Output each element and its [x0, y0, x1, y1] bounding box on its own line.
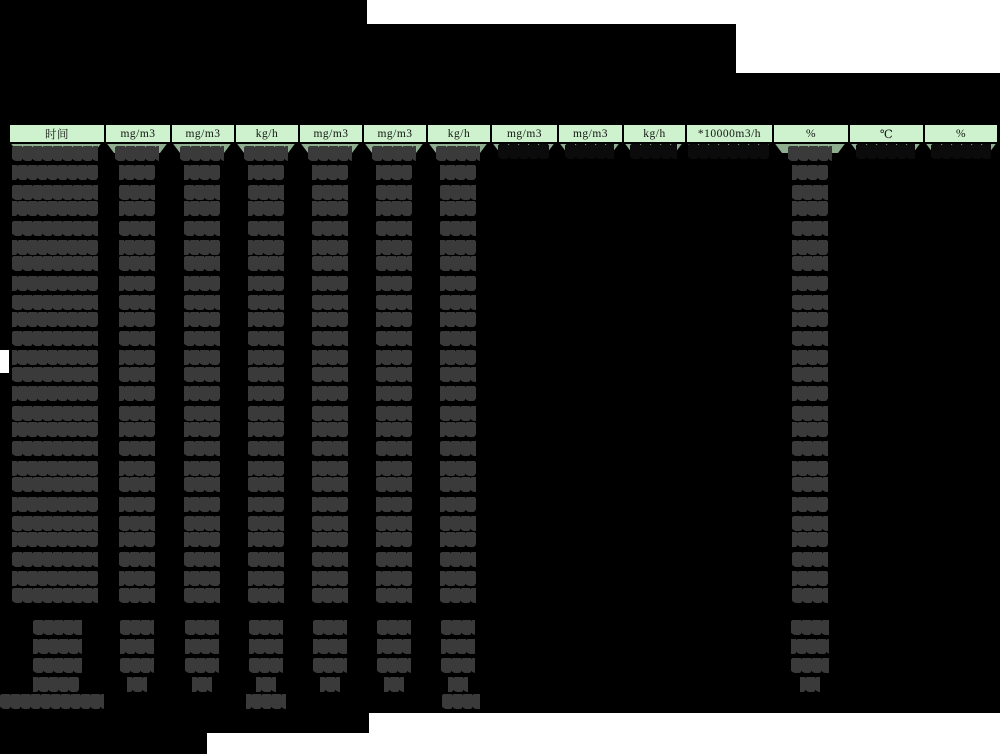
- redacted-value: [12, 350, 98, 365]
- redacted-value: [12, 516, 98, 531]
- redacted-value: [384, 677, 404, 692]
- redacted-value: [12, 441, 98, 456]
- redacted-value: [792, 497, 828, 512]
- redacted-value: [377, 620, 411, 635]
- redacted-value: [180, 146, 224, 161]
- redacted-value: [376, 532, 412, 547]
- redacted-value: [376, 422, 412, 437]
- redacted-value: [792, 165, 828, 180]
- redacted-value: [0, 694, 104, 709]
- redacted-value: [119, 240, 155, 255]
- redacted-value: [376, 367, 412, 382]
- redacted-value: [248, 221, 284, 236]
- redacted-value: [119, 461, 155, 476]
- redacted-value: [249, 658, 283, 673]
- header-cell-unit-6: kg/h: [426, 123, 492, 144]
- redacted-value: [377, 658, 411, 673]
- redacted-value: [498, 144, 549, 159]
- redacted-value: [12, 295, 98, 310]
- redacted-value: [12, 477, 98, 492]
- redacted-value: [791, 639, 829, 654]
- redacted-value: [12, 406, 98, 421]
- redacted-value: [800, 677, 820, 692]
- redacted-value: [791, 620, 829, 635]
- redacted-value: [440, 165, 476, 180]
- redacted-value: [441, 639, 475, 654]
- redacted-value: [184, 350, 220, 365]
- redacted-value: [312, 386, 348, 401]
- redacted-value: [376, 588, 412, 603]
- redacted-value: [248, 367, 284, 382]
- redacted-value: [440, 422, 476, 437]
- redacted-value: [248, 461, 284, 476]
- redacted-value: [792, 185, 828, 200]
- redacted-value: [440, 386, 476, 401]
- redacted-value: [376, 276, 412, 291]
- redacted-value: [248, 406, 284, 421]
- redacted-value: [312, 497, 348, 512]
- redacted-value: [376, 312, 412, 327]
- redacted-value: [312, 350, 348, 365]
- redacted-value: [565, 144, 614, 159]
- redacted-value: [184, 295, 220, 310]
- redacted-value: [440, 331, 476, 346]
- redacted-value: [184, 201, 220, 216]
- redacted-value: [12, 240, 98, 255]
- redacted-value: [184, 367, 220, 382]
- redacted-value: [248, 422, 284, 437]
- redacted-value: [120, 658, 154, 673]
- redacted-value: [184, 588, 220, 603]
- redacted-value: [788, 146, 832, 161]
- redacted-value: [630, 144, 677, 159]
- redacted-value: [119, 185, 155, 200]
- redacted-value: [792, 312, 828, 327]
- redacted-value: [248, 477, 284, 492]
- redacted-value: [184, 516, 220, 531]
- header-cell-time: 时间: [8, 123, 106, 144]
- redacted-value: [312, 240, 348, 255]
- redacted-value: [436, 146, 480, 161]
- redacted-value: [376, 201, 412, 216]
- redacted-value: [127, 677, 147, 692]
- header-cell-unit-9: kg/h: [622, 123, 687, 144]
- redacted-value: [119, 422, 155, 437]
- redacted-value: [376, 386, 412, 401]
- redacted-value: [119, 201, 155, 216]
- redacted-value: [248, 588, 284, 603]
- redacted-value: [440, 552, 476, 567]
- header-cell-unit-12: ℃: [848, 123, 925, 144]
- redacted-value: [312, 422, 348, 437]
- redacted-value: [119, 276, 155, 291]
- header-cell-unit-4: mg/m3: [298, 123, 364, 144]
- redacted-title-block: [0, 0, 367, 24]
- redacted-value: [256, 677, 276, 692]
- redacted-value: [792, 422, 828, 437]
- redacted-value: [248, 201, 284, 216]
- redacted-value: [119, 312, 155, 327]
- redacted-value: [12, 497, 98, 512]
- redacted-value: [376, 516, 412, 531]
- redacted-value: [184, 497, 220, 512]
- redacted-value: [184, 331, 220, 346]
- redacted-value: [184, 406, 220, 421]
- redacted-value: [376, 461, 412, 476]
- redacted-value: [440, 516, 476, 531]
- redacted-value: [184, 165, 220, 180]
- redacted-value: [184, 477, 220, 492]
- redacted-value: [119, 331, 155, 346]
- redacted-value: [313, 658, 347, 673]
- redacted-value: [248, 276, 284, 291]
- redacted-value: [119, 367, 155, 382]
- redacted-value: [312, 367, 348, 382]
- redacted-value: [376, 221, 412, 236]
- redacted-value: [248, 331, 284, 346]
- redacted-value: [792, 441, 828, 456]
- redacted-value: [440, 295, 476, 310]
- redacted-value: [248, 295, 284, 310]
- redacted-value: [440, 350, 476, 365]
- redacted-value: [792, 571, 828, 586]
- redacted-value: [792, 532, 828, 547]
- redacted-value: [248, 532, 284, 547]
- redacted-value: [119, 497, 155, 512]
- redacted-value: [12, 552, 98, 567]
- redacted-value: [248, 312, 284, 327]
- redacted-value: [792, 461, 828, 476]
- redacted-value: [440, 477, 476, 492]
- redacted-value: [119, 406, 155, 421]
- redacted-value: [440, 276, 476, 291]
- redacted-value: [440, 532, 476, 547]
- redacted-value: [792, 350, 828, 365]
- redacted-value: [115, 146, 159, 161]
- header-cell-unit-11: %: [772, 123, 850, 144]
- redacted-value: [249, 639, 283, 654]
- redacted-value: [312, 201, 348, 216]
- redacted-value: [12, 331, 98, 346]
- redacted-value: [792, 477, 828, 492]
- redacted-value: [120, 620, 154, 635]
- redacted-value: [119, 588, 155, 603]
- redacted-value: [184, 240, 220, 255]
- redacted-value: [312, 461, 348, 476]
- header-cell-unit-10: *10000m3/h: [685, 123, 774, 144]
- redacted-value: [12, 386, 98, 401]
- redacted-value: [440, 441, 476, 456]
- redacted-value: [440, 240, 476, 255]
- redacted-value: [119, 386, 155, 401]
- redacted-value: [372, 146, 416, 161]
- redacted-value: [792, 295, 828, 310]
- redacted-value: [376, 331, 412, 346]
- header-cell-unit-13: %: [923, 123, 999, 144]
- table-body-background-step: [0, 713, 369, 733]
- redacted-value: [312, 516, 348, 531]
- redacted-header-block-right: [736, 73, 1000, 123]
- header-cell-unit-7: mg/m3: [490, 123, 559, 144]
- redacted-value: [377, 639, 411, 654]
- redacted-value: [312, 165, 348, 180]
- redacted-value: [119, 221, 155, 236]
- redacted-value: [440, 406, 476, 421]
- redacted-value: [312, 552, 348, 567]
- redacted-value: [792, 516, 828, 531]
- redacted-value: [313, 639, 347, 654]
- header-cell-unit-5: mg/m3: [362, 123, 428, 144]
- redacted-value: [376, 406, 412, 421]
- redacted-value: [119, 441, 155, 456]
- redacted-value: [442, 694, 480, 709]
- redacted-value: [440, 312, 476, 327]
- redacted-value: [312, 312, 348, 327]
- redacted-value: [184, 221, 220, 236]
- redacted-value: [185, 620, 219, 635]
- redacted-value: [12, 461, 98, 476]
- redacted-header-block-left: [0, 24, 736, 123]
- redacted-value: [246, 694, 286, 709]
- redacted-value: [12, 221, 98, 236]
- redacted-value: [308, 146, 352, 161]
- redacted-value: [440, 221, 476, 236]
- redacted-value: [12, 532, 98, 547]
- redacted-value: [376, 240, 412, 255]
- redacted-value: [312, 221, 348, 236]
- redacted-value: [119, 532, 155, 547]
- redacted-value: [931, 144, 991, 159]
- redacted-value: [312, 571, 348, 586]
- redacted-value: [12, 201, 98, 216]
- redacted-value: [312, 256, 348, 271]
- redacted-value: [119, 165, 155, 180]
- redacted-value: [248, 386, 284, 401]
- redacted-value: [312, 185, 348, 200]
- redacted-value: [312, 276, 348, 291]
- redacted-value: [119, 350, 155, 365]
- redacted-value: [12, 571, 98, 586]
- redacted-value: [441, 620, 475, 635]
- redacted-value: [248, 571, 284, 586]
- header-cell-unit-8: mg/m3: [557, 123, 624, 144]
- redacted-value: [33, 639, 82, 654]
- redacted-value: [440, 201, 476, 216]
- redacted-value: [376, 441, 412, 456]
- redacted-value: [312, 441, 348, 456]
- redacted-value: [792, 256, 828, 271]
- redacted-value: [376, 295, 412, 310]
- table-body-background-corner: [0, 733, 207, 754]
- page-edge-gap: [0, 350, 9, 373]
- redacted-value: [440, 256, 476, 271]
- redacted-value: [688, 144, 769, 159]
- redacted-value: [248, 552, 284, 567]
- redacted-value: [184, 422, 220, 437]
- redacted-value: [119, 477, 155, 492]
- redacted-value: [312, 477, 348, 492]
- redacted-value: [119, 516, 155, 531]
- redacted-value: [376, 571, 412, 586]
- redacted-value: [440, 588, 476, 603]
- redacted-value: [119, 571, 155, 586]
- redacted-value: [184, 256, 220, 271]
- redacted-value: [792, 221, 828, 236]
- redacted-value: [184, 571, 220, 586]
- redacted-value: [120, 639, 154, 654]
- redacted-value: [376, 350, 412, 365]
- redacted-value: [33, 620, 82, 635]
- redacted-value: [119, 552, 155, 567]
- redacted-value: [184, 552, 220, 567]
- redacted-value: [441, 658, 475, 673]
- redacted-value: [856, 144, 915, 159]
- redacted-value: [12, 256, 98, 271]
- redacted-value: [248, 256, 284, 271]
- redacted-value: [448, 677, 468, 692]
- redacted-value: [249, 620, 283, 635]
- redacted-value: [33, 677, 79, 692]
- redacted-value: [185, 658, 219, 673]
- redacted-value: [376, 497, 412, 512]
- redacted-value: [376, 552, 412, 567]
- redacted-value: [184, 386, 220, 401]
- redacted-value: [248, 165, 284, 180]
- redacted-value: [185, 639, 219, 654]
- redacted-value: [312, 588, 348, 603]
- redacted-value: [312, 532, 348, 547]
- redacted-value: [248, 185, 284, 200]
- redacted-value: [376, 477, 412, 492]
- redacted-value: [184, 461, 220, 476]
- redacted-value: [248, 240, 284, 255]
- redacted-value: [12, 276, 98, 291]
- redacted-value: [792, 276, 828, 291]
- redacted-value: [792, 406, 828, 421]
- redacted-value: [440, 185, 476, 200]
- header-cell-unit-1: mg/m3: [104, 123, 172, 144]
- redacted-value: [792, 367, 828, 382]
- redacted-value: [312, 331, 348, 346]
- redacted-value: [184, 441, 220, 456]
- redacted-value: [792, 201, 828, 216]
- redacted-value: [320, 677, 340, 692]
- redacted-value: [248, 497, 284, 512]
- redacted-value: [792, 240, 828, 255]
- redacted-value: [440, 367, 476, 382]
- redacted-value: [12, 422, 98, 437]
- redacted-value: [12, 312, 98, 327]
- redacted-value: [440, 461, 476, 476]
- redacted-value: [184, 532, 220, 547]
- redacted-value: [12, 588, 98, 603]
- redacted-value: [440, 571, 476, 586]
- redacted-value: [244, 146, 288, 161]
- redacted-value: [12, 367, 98, 382]
- redacted-value: [312, 406, 348, 421]
- header-cell-unit-3: kg/h: [234, 123, 300, 144]
- redacted-value: [792, 552, 828, 567]
- redacted-value: [12, 146, 98, 161]
- redacted-value: [312, 295, 348, 310]
- redacted-value: [791, 658, 829, 673]
- redacted-value: [192, 677, 212, 692]
- redacted-value: [248, 441, 284, 456]
- redacted-value: [184, 312, 220, 327]
- redacted-value: [376, 256, 412, 271]
- redacted-value: [248, 350, 284, 365]
- redacted-value: [119, 256, 155, 271]
- redacted-value: [313, 620, 347, 635]
- redacted-value: [12, 185, 98, 200]
- redacted-value: [248, 516, 284, 531]
- redacted-value: [184, 276, 220, 291]
- redacted-value: [119, 295, 155, 310]
- redacted-value: [12, 165, 98, 180]
- redacted-value: [792, 331, 828, 346]
- redacted-value: [376, 165, 412, 180]
- header-cell-unit-2: mg/m3: [170, 123, 236, 144]
- redacted-value: [440, 497, 476, 512]
- redacted-value: [792, 588, 828, 603]
- redacted-value: [184, 185, 220, 200]
- redacted-value: [376, 185, 412, 200]
- redacted-value: [33, 658, 82, 673]
- redacted-value: [792, 386, 828, 401]
